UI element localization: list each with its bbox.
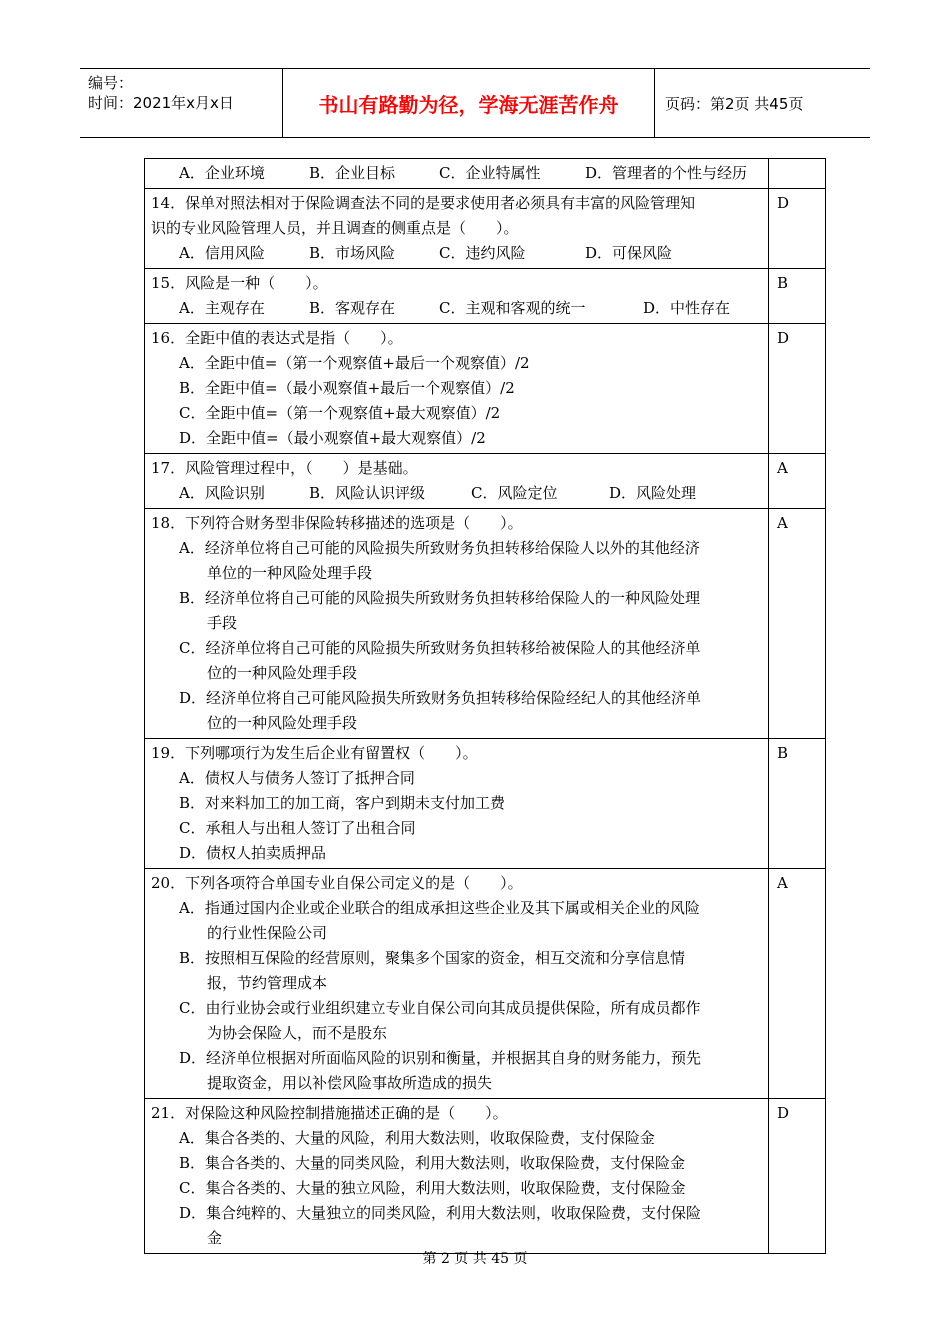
question-cell [145,189,769,269]
document-header [80,68,870,138]
time-label: 时间：2021年x月x日 [88,94,234,112]
option-text: B．风险认识评级 [309,484,426,502]
question-text: 19．下列哪项行为发生后企业有留置权（ ）。 [151,744,478,762]
option-text: D．管理者的个性与经历 [585,164,748,182]
question-cell [145,739,769,869]
option-continuation: 位的一种风险处理手段 [207,664,358,682]
option-text: D．经济单位根据对所面临风险的识别和衡量，并根据其自身的财务能力，预先 [179,1049,702,1067]
option-text: C．经济单位将自己可能的风险损失所致财务负担转移给被保险人的其他经济单 [179,639,701,657]
question-text: 16．全距中值的表达式是指（ ）。 [151,329,403,347]
question-text: 21．对保险这种风险控制措施描述正确的是（ ）。 [151,1104,508,1122]
question-row [145,739,826,869]
option-text: C．全距中值=（第一个观察值+最大观察值）/2 [179,404,501,422]
answer-cell [769,159,826,189]
question-text: 15．风险是一种（ ）。 [151,274,328,292]
question-row [145,189,826,269]
option-continuation: 手段 [207,614,238,632]
option-text: A．全距中值=（第一个观察值+最后一个观察值）/2 [179,354,530,372]
question-cell [145,159,769,189]
option-text: C．主观和客观的统一 [439,299,586,317]
option-text: A．经济单位将自己可能的风险损失所致财务负担转移给保险人以外的其他经济 [179,539,700,557]
option-text: B．客观存在 [309,299,396,317]
option-continuation: 的行业性保险公司 [207,924,328,942]
question-row [145,1099,826,1254]
question-cell [145,1099,769,1254]
option-text: C．承租人与出租人签订了出租合同 [179,819,416,837]
question-cell [145,324,769,454]
option-text: A．信用风险 [179,244,265,262]
option-text: B．全距中值=（最小观察值+最后一个观察值）/2 [179,379,515,397]
options-inline [151,161,768,186]
question-text: 17．风险管理过程中，（ ）是基础。 [151,459,418,477]
answer-cell: D [769,324,826,454]
question-row [145,869,826,1099]
question-text: 18．下列符合财务型非保险转移描述的选项是（ ）。 [151,514,523,532]
question-text: 14．保单对照法相对于保险调查法不同的是要求使用者必须具有丰富的风险管理知 [151,194,696,212]
option-text: A．主观存在 [179,299,265,317]
option-text: A．企业环境 [179,164,265,182]
page-label: 页码：第2页 共45页 [665,94,804,113]
question-text: 识的专业风险管理人员，并且调查的侧重点是（ ）。 [151,219,519,237]
option-text: C．由行业协会或行业组织建立专业自保公司向其成员提供保险，所有成员都作 [179,999,701,1017]
option-text: D．债权人拍卖质押品 [179,844,327,862]
question-row [145,324,826,454]
option-text: D．集合纯粹的、大量独立的同类风险，利用大数法则，收取保险费，支付保险 [179,1204,702,1222]
question-row [145,509,826,739]
answer-cell: B [769,269,826,324]
answer-cell: A [769,454,826,509]
option-text: A．指通过国内企业或企业联合的组成承担这些企业及其下属或相关企业的风险 [179,899,700,917]
header-meta [80,69,283,137]
options-inline [151,481,768,506]
option-text: D．经济单位将自己可能风险损失所致财务负担转移给保险经纪人的其他经济单 [179,689,702,707]
option-text: B．经济单位将自己可能的风险损失所致财务负担转移给保险人的一种风险处理 [179,589,701,607]
option-text: A．集合各类的、大量的风险，利用大数法则，收取保险费，支付保险金 [179,1129,655,1147]
option-continuation: 提取资金，用以补偿风险事故所造成的损失 [207,1074,493,1092]
options-inline [151,296,768,321]
option-text: D．可保风险 [585,244,673,262]
option-text: D．中性存在 [643,299,731,317]
question-row [145,159,826,189]
question-cell [145,454,769,509]
option-text: C．企业特属性 [439,164,541,182]
answer-cell: D [769,189,826,269]
question-cell [145,269,769,324]
option-continuation: 金 [207,1229,223,1247]
question-cell [145,509,769,739]
option-text: B．集合各类的、大量的同类风险，利用大数法则，收取保险费，支付保险金 [179,1154,686,1172]
option-text: C．风险定位 [471,484,558,502]
options-inline [151,241,768,266]
question-cell [145,869,769,1099]
option-text: B．按照相互保险的经营原则，聚集多个国家的资金，相互交流和分享信息情 [179,949,686,967]
option-text: D．风险处理 [609,484,697,502]
option-text: A．风险识别 [179,484,265,502]
question-row [145,454,826,509]
question-table [144,158,826,1254]
question-row [145,269,826,324]
option-text: B．对来料加工的加工商，客户到期未支付加工费 [179,794,506,812]
option-text: C．集合各类的、大量的独立风险，利用大数法则，收取保险费，支付保险金 [179,1179,686,1197]
option-continuation: 报，节约管理成本 [207,974,328,992]
option-text: C．违约风险 [439,244,526,262]
number-label: 编号： [88,74,134,92]
option-continuation: 为协会保险人，而不是股东 [207,1024,388,1042]
option-text: A．债权人与债务人签订了抵押合同 [179,769,415,787]
option-continuation: 位的一种风险处理手段 [207,714,358,732]
option-text: B．企业目标 [309,164,396,182]
page-footer: 第 2 页 共 45 页 [422,1251,528,1267]
answer-cell: B [769,739,826,869]
option-continuation: 单位的一种风险处理手段 [207,564,373,582]
answer-cell: A [769,869,826,1099]
answer-cell: D [769,1099,826,1254]
motto: 书山有路勤为径，学海无涯苦作舟 [283,69,655,137]
answer-cell: A [769,509,826,739]
question-text: 20．下列各项符合单国专业自保公司定义的是（ ）。 [151,874,523,892]
option-text: B．市场风险 [309,244,396,262]
option-text: D．全距中值=（最小观察值+最大观察值）/2 [179,429,486,447]
